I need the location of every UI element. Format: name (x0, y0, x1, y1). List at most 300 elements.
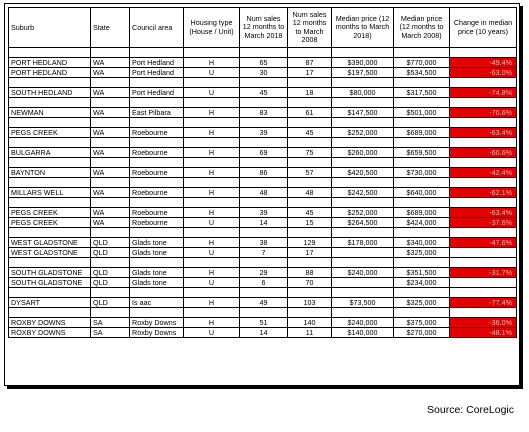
cell-median-2018: $178,000 (332, 238, 394, 248)
spacer-cell (332, 308, 394, 318)
spacer-cell (130, 258, 184, 268)
spacer-cell (91, 198, 130, 208)
table-row (9, 168, 517, 178)
spacer-cell (450, 138, 517, 148)
spacer-cell (9, 178, 91, 188)
cell-housing-type: U (184, 328, 240, 338)
spacer-cell (288, 228, 332, 238)
cell-suburb: MILLARS WELL (9, 188, 91, 198)
cell-median-2018: $240,000 (332, 268, 394, 278)
cell-sales-2018: 83 (240, 108, 288, 118)
spacer-cell (9, 258, 91, 268)
cell-sales-2008: 103 (288, 298, 332, 308)
cell-state: WA (91, 208, 130, 218)
cell-sales-2018: 39 (240, 128, 288, 138)
spacer-cell (9, 98, 91, 108)
cell-sales-2008: 61 (288, 108, 332, 118)
spacer-cell (184, 198, 240, 208)
spacer-cell (91, 258, 130, 268)
spacer-cell (288, 178, 332, 188)
cell-sales-2018: 45 (240, 88, 288, 98)
spacer-cell (332, 78, 394, 88)
spacer-row (9, 178, 517, 188)
cell-change: -77.4% (450, 298, 517, 308)
cell-change: -47.6% (450, 238, 517, 248)
cell-suburb: DYSART (9, 298, 91, 308)
cell-suburb: SOUTH GLADSTONE (9, 268, 91, 278)
cell-sales-2018: 51 (240, 318, 288, 328)
cell-change: -37.6% (450, 218, 517, 228)
spacer-row (9, 158, 517, 168)
header-council-area: Council area (130, 8, 184, 48)
cell-housing-type: H (184, 298, 240, 308)
cell-median-2008: $534,500 (394, 68, 450, 78)
spacer-cell (332, 48, 394, 58)
cell-sales-2008: 11 (288, 328, 332, 338)
cell-housing-type: H (184, 168, 240, 178)
spacer-cell (450, 198, 517, 208)
spacer-row (9, 78, 517, 88)
cell-council-area: Roebourne (130, 218, 184, 228)
spacer-cell (394, 198, 450, 208)
cell-council-area: Glads tone (130, 278, 184, 288)
cell-median-2008: $659,500 (394, 148, 450, 158)
cell-change: -63.0% (450, 68, 517, 78)
spacer-row (9, 138, 517, 148)
spacer-cell (394, 138, 450, 148)
spacer-cell (332, 198, 394, 208)
table-row (9, 328, 517, 338)
spacer-cell (91, 178, 130, 188)
spacer-cell (9, 308, 91, 318)
header-suburb: Suburb (9, 8, 91, 48)
cell-state: WA (91, 188, 130, 198)
cell-state: WA (91, 68, 130, 78)
cell-sales-2018: 69 (240, 148, 288, 158)
cell-suburb: PEGS CREEK (9, 208, 91, 218)
spacer-cell (240, 158, 288, 168)
spacer-cell (240, 78, 288, 88)
spacer-cell (130, 288, 184, 298)
spacer-cell (91, 288, 130, 298)
spacer-cell (288, 118, 332, 128)
table-frame (4, 3, 520, 386)
cell-median-2018: $390,000 (332, 58, 394, 68)
cell-housing-type: H (184, 268, 240, 278)
spacer-cell (184, 48, 240, 58)
cell-housing-type: U (184, 278, 240, 288)
spacer-row (9, 308, 517, 318)
table-row (9, 188, 517, 198)
spacer-cell (450, 288, 517, 298)
cell-change: -31.7% (450, 268, 517, 278)
spacer-cell (130, 98, 184, 108)
spacer-cell (240, 98, 288, 108)
cell-state: WA (91, 88, 130, 98)
cell-median-2018: $264,500 (332, 218, 394, 228)
cell-housing-type: H (184, 128, 240, 138)
cell-council-area: Glads tone (130, 268, 184, 278)
spacer-cell (130, 138, 184, 148)
cell-median-2018: $147,500 (332, 108, 394, 118)
cell-median-2008: $689,000 (394, 128, 450, 138)
spacer-cell (130, 48, 184, 58)
spacer-cell (130, 228, 184, 238)
spacer-cell (288, 308, 332, 318)
cell-state: QLD (91, 298, 130, 308)
cell-housing-type: H (184, 148, 240, 158)
cell-state: QLD (91, 248, 130, 258)
spacer-cell (332, 228, 394, 238)
spacer-cell (450, 178, 517, 188)
spacer-cell (9, 138, 91, 148)
cell-housing-type: H (184, 58, 240, 68)
cell-change: -60.6% (450, 148, 517, 158)
spacer-cell (184, 178, 240, 188)
spacer-row (9, 288, 517, 298)
table-row (9, 298, 517, 308)
cell-council-area: Is aac (130, 298, 184, 308)
cell-suburb: NEWMAN (9, 108, 91, 118)
cell-council-area: Roebourne (130, 188, 184, 198)
cell-suburb: ROXBY DOWNS (9, 328, 91, 338)
spacer-cell (240, 228, 288, 238)
cell-sales-2018: 14 (240, 218, 288, 228)
spacer-cell (450, 258, 517, 268)
cell-sales-2008: 45 (288, 208, 332, 218)
cell-median-2018: $242,500 (332, 188, 394, 198)
header-median-2018: Median price (12 months to March 2018) (332, 8, 394, 48)
cell-state: WA (91, 58, 130, 68)
cell-state: SA (91, 328, 130, 338)
table-row (9, 58, 517, 68)
cell-state: QLD (91, 238, 130, 248)
cell-suburb: SOUTH GLADSTONE (9, 278, 91, 288)
spacer-cell (91, 158, 130, 168)
spacer-cell (288, 198, 332, 208)
cell-sales-2008: 48 (288, 188, 332, 198)
cell-sales-2018: 65 (240, 58, 288, 68)
cell-median-2018: $420,500 (332, 168, 394, 178)
cell-council-area: Port Hedland (130, 88, 184, 98)
cell-sales-2018: 6 (240, 278, 288, 288)
cell-state: WA (91, 218, 130, 228)
spacer-cell (91, 48, 130, 58)
spacer-cell (184, 98, 240, 108)
cell-median-2008: $270,000 (394, 328, 450, 338)
price-table (8, 7, 517, 338)
spacer-cell (288, 258, 332, 268)
cell-sales-2018: 86 (240, 168, 288, 178)
cell-change: -42.4% (450, 168, 517, 178)
cell-change: -48.1% (450, 328, 517, 338)
spacer-cell (288, 138, 332, 148)
spacer-cell (332, 138, 394, 148)
cell-median-2008: $689,000 (394, 208, 450, 218)
header-sales-2008: Num sales 12 months to March 2008 (288, 8, 332, 48)
cell-state: QLD (91, 278, 130, 288)
spacer-cell (450, 158, 517, 168)
cell-council-area: Port Hedland (130, 58, 184, 68)
cell-median-2008: $730,000 (394, 168, 450, 178)
spacer-cell (450, 98, 517, 108)
cell-council-area: Roebourne (130, 128, 184, 138)
spacer-cell (91, 308, 130, 318)
cell-sales-2008: 140 (288, 318, 332, 328)
spacer-cell (9, 288, 91, 298)
spacer-cell (9, 118, 91, 128)
header-row (9, 8, 517, 48)
cell-median-2008: $375,000 (394, 318, 450, 328)
spacer-cell (288, 48, 332, 58)
cell-median-2018: $240,000 (332, 318, 394, 328)
spacer-cell (394, 308, 450, 318)
cell-median-2008: $640,000 (394, 188, 450, 198)
cell-council-area: Port Hedland (130, 68, 184, 78)
spacer-cell (91, 98, 130, 108)
table-row (9, 318, 517, 328)
header-housing-type: Housing type (House / Unit) (184, 8, 240, 48)
cell-change: -62.1% (450, 188, 517, 198)
cell-state: WA (91, 168, 130, 178)
table-row (9, 208, 517, 218)
spacer-cell (184, 138, 240, 148)
header-change: Change in median price (10 years) (450, 8, 517, 48)
cell-suburb: PEGS CREEK (9, 128, 91, 138)
spacer-cell (332, 288, 394, 298)
spacer-cell (394, 158, 450, 168)
spacer-cell (450, 308, 517, 318)
cell-change: -70.6% (450, 108, 517, 118)
cell-median-2018 (332, 278, 394, 288)
spacer-cell (332, 258, 394, 268)
cell-housing-type: H (184, 208, 240, 218)
cell-sales-2008: 75 (288, 148, 332, 158)
cell-housing-type: H (184, 188, 240, 198)
table-body (9, 48, 517, 338)
spacer-cell (394, 258, 450, 268)
cell-state: WA (91, 128, 130, 138)
spacer-cell (9, 48, 91, 58)
spacer-cell (450, 48, 517, 58)
spacer-cell (394, 48, 450, 58)
spacer-cell (184, 288, 240, 298)
spacer-cell (394, 178, 450, 188)
spacer-row (9, 118, 517, 128)
spacer-cell (9, 228, 91, 238)
cell-median-2008: $424,000 (394, 218, 450, 228)
spacer-cell (240, 48, 288, 58)
spacer-cell (91, 78, 130, 88)
cell-council-area: Roebourne (130, 148, 184, 158)
cell-housing-type: H (184, 318, 240, 328)
cell-council-area: Roebourne (130, 208, 184, 218)
table-row (9, 108, 517, 118)
spacer-cell (240, 198, 288, 208)
cell-state: WA (91, 148, 130, 158)
table-row (9, 68, 517, 78)
cell-housing-type: U (184, 248, 240, 258)
cell-state: SA (91, 318, 130, 328)
table-row (9, 268, 517, 278)
cell-change: -63.4% (450, 128, 517, 138)
spacer-cell (9, 78, 91, 88)
spacer-row (9, 258, 517, 268)
cell-change: -49.4% (450, 58, 517, 68)
cell-state: WA (91, 108, 130, 118)
spacer-cell (9, 198, 91, 208)
spacer-cell (394, 228, 450, 238)
spacer-cell (240, 288, 288, 298)
cell-sales-2008: 129 (288, 238, 332, 248)
cell-median-2008: $501,000 (394, 108, 450, 118)
spacer-cell (184, 258, 240, 268)
cell-sales-2018: 38 (240, 238, 288, 248)
spacer-cell (394, 118, 450, 128)
cell-suburb: WEST GLADSTONE (9, 248, 91, 258)
spacer-cell (394, 288, 450, 298)
cell-change (450, 248, 517, 258)
cell-council-area: Roxby Downs (130, 328, 184, 338)
spacer-cell (91, 138, 130, 148)
table-row (9, 248, 517, 258)
cell-council-area: Roebourne (130, 168, 184, 178)
cell-sales-2008: 18 (288, 88, 332, 98)
cell-sales-2018: 30 (240, 68, 288, 78)
spacer-row (9, 228, 517, 238)
spacer-cell (130, 198, 184, 208)
spacer-cell (130, 308, 184, 318)
table-row (9, 218, 517, 228)
cell-sales-2018: 29 (240, 268, 288, 278)
cell-median-2018: $73,500 (332, 298, 394, 308)
cell-median-2018: $252,000 (332, 208, 394, 218)
cell-housing-type: U (184, 68, 240, 78)
cell-median-2018: $252,000 (332, 128, 394, 138)
spacer-cell (130, 118, 184, 128)
cell-sales-2008: 17 (288, 248, 332, 258)
spacer-cell (394, 78, 450, 88)
cell-sales-2008: 15 (288, 218, 332, 228)
source-note: Source: CoreLogic (427, 404, 514, 416)
spacer-row (9, 48, 517, 58)
cell-suburb: SOUTH HEDLAND (9, 88, 91, 98)
spacer-cell (450, 228, 517, 238)
table-row (9, 88, 517, 98)
spacer-cell (184, 118, 240, 128)
cell-sales-2008: 45 (288, 128, 332, 138)
cell-median-2008: $234,000 (394, 278, 450, 288)
cell-council-area: Roxby Downs (130, 318, 184, 328)
header-median-2008: Median price (12 months to March 2008) (394, 8, 450, 48)
spacer-cell (184, 228, 240, 238)
spacer-cell (450, 78, 517, 88)
spacer-cell (394, 98, 450, 108)
spacer-cell (288, 158, 332, 168)
header-sales-2018: Num sales 12 months to March 2018 (240, 8, 288, 48)
cell-median-2008: $340,000 (394, 238, 450, 248)
cell-council-area: Glads tone (130, 238, 184, 248)
cell-median-2008: $325,000 (394, 298, 450, 308)
spacer-cell (130, 78, 184, 88)
spacer-cell (9, 158, 91, 168)
spacer-cell (240, 118, 288, 128)
cell-median-2008: $351,500 (394, 268, 450, 278)
table-row (9, 148, 517, 158)
cell-sales-2018: 49 (240, 298, 288, 308)
table-row (9, 238, 517, 248)
spacer-cell (240, 138, 288, 148)
cell-suburb: PORT HEDLAND (9, 58, 91, 68)
spacer-cell (450, 118, 517, 128)
cell-council-area: East Pilbara (130, 108, 184, 118)
spacer-cell (130, 158, 184, 168)
cell-change (450, 278, 517, 288)
spacer-cell (332, 178, 394, 188)
cell-change: -36.0% (450, 318, 517, 328)
spacer-cell (332, 158, 394, 168)
spacer-cell (130, 178, 184, 188)
cell-suburb: PEGS CREEK (9, 218, 91, 228)
spacer-row (9, 198, 517, 208)
spacer-cell (288, 98, 332, 108)
header-state: State (91, 8, 130, 48)
cell-sales-2018: 14 (240, 328, 288, 338)
spacer-cell (288, 288, 332, 298)
cell-sales-2008: 87 (288, 58, 332, 68)
cell-housing-type: U (184, 88, 240, 98)
cell-sales-2018: 39 (240, 208, 288, 218)
spacer-cell (91, 118, 130, 128)
cell-housing-type: H (184, 108, 240, 118)
cell-sales-2008: 17 (288, 68, 332, 78)
spacer-cell (240, 308, 288, 318)
cell-state: QLD (91, 268, 130, 278)
cell-sales-2008: 88 (288, 268, 332, 278)
spacer-cell (332, 118, 394, 128)
cell-council-area: Glads tone (130, 248, 184, 258)
spacer-cell (288, 78, 332, 88)
cell-suburb: BULGARRA (9, 148, 91, 158)
cell-change: -63.4% (450, 208, 517, 218)
cell-sales-2008: 57 (288, 168, 332, 178)
spacer-cell (240, 258, 288, 268)
table-row (9, 128, 517, 138)
cell-sales-2018: 48 (240, 188, 288, 198)
spacer-cell (332, 98, 394, 108)
table-row (9, 278, 517, 288)
cell-median-2008: $325,000 (394, 248, 450, 258)
cell-median-2008: $317,500 (394, 88, 450, 98)
cell-suburb: ROXBY DOWNS (9, 318, 91, 328)
spacer-row (9, 98, 517, 108)
spacer-cell (184, 308, 240, 318)
cell-sales-2018: 7 (240, 248, 288, 258)
cell-suburb: BAYNTON (9, 168, 91, 178)
cell-suburb: PORT HEDLAND (9, 68, 91, 78)
cell-median-2018: $197,500 (332, 68, 394, 78)
cell-housing-type: U (184, 218, 240, 228)
spacer-cell (184, 158, 240, 168)
cell-suburb: WEST GLADSTONE (9, 238, 91, 248)
spacer-cell (184, 78, 240, 88)
cell-median-2018 (332, 248, 394, 258)
cell-change: -74.8% (450, 88, 517, 98)
cell-median-2018: $140,000 (332, 328, 394, 338)
cell-housing-type: H (184, 238, 240, 248)
cell-sales-2008: 70 (288, 278, 332, 288)
spacer-cell (91, 228, 130, 238)
